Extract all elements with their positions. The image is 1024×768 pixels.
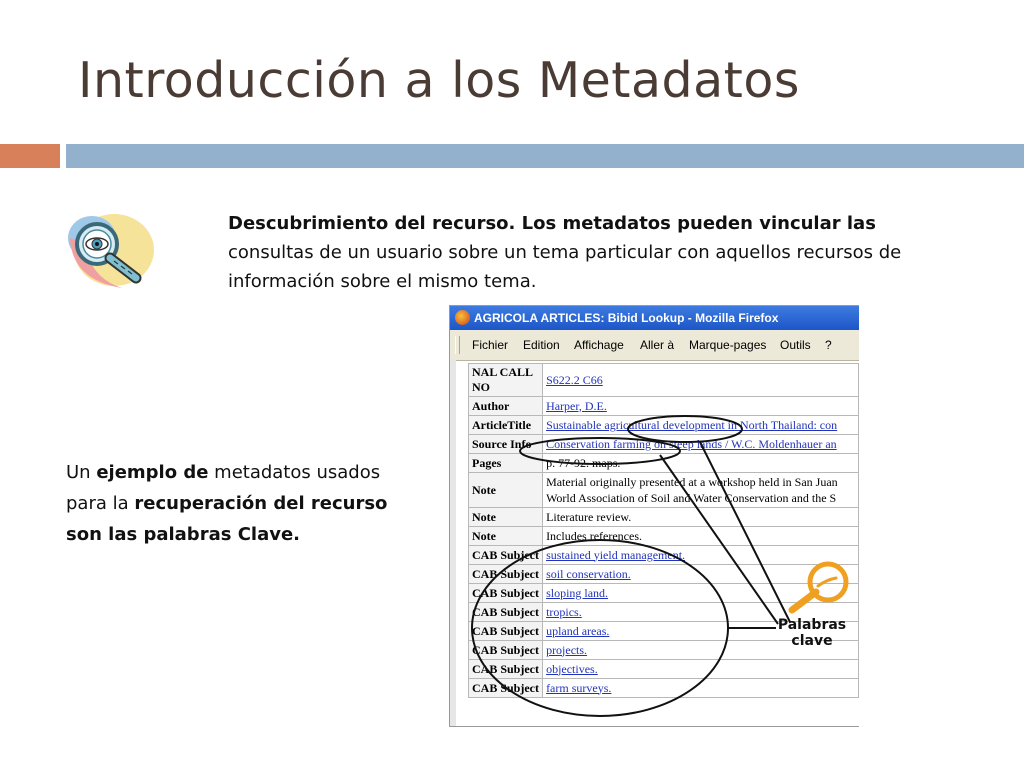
menu-help[interactable]: ? <box>825 338 832 352</box>
record-link[interactable]: sloping land. <box>543 584 859 603</box>
table-row <box>469 454 859 473</box>
keyword-label <box>772 617 852 649</box>
menu-affichage[interactable]: Affichage <box>574 338 624 352</box>
table-row <box>469 416 859 435</box>
record-key: CAB Subject <box>469 679 543 698</box>
record-key: ArticleTitle <box>469 416 543 435</box>
record-link[interactable]: S622.2 C66 <box>543 364 859 397</box>
record-link[interactable]: soil conservation. <box>543 565 859 584</box>
record-value: p. 77-92. maps. <box>543 454 859 473</box>
table-row <box>469 546 859 565</box>
table-row <box>469 397 859 416</box>
record-link[interactable]: Conservation farming on steep lands / W.C. Moldenhauer an <box>543 435 859 454</box>
record-link[interactable]: upland areas. <box>543 622 859 641</box>
table-row <box>469 584 859 603</box>
example-text-4: recuperación del recurso son las palabras Clave. <box>66 493 388 545</box>
discovery-heading: Descubrimiento del recurso. Los metadatos pueden vincular las <box>228 213 876 234</box>
browser-titlebar <box>450 306 859 330</box>
menu-edition[interactable]: Edition <box>523 338 560 352</box>
record-key: Author <box>469 397 543 416</box>
table-row <box>469 527 859 546</box>
record-link[interactable]: farm surveys. <box>543 679 859 698</box>
discovery-body: consultas de un usuario sobre un tema particular con aquellos recursos de información sobre el mismo tema. <box>228 242 902 292</box>
table-row <box>469 364 859 397</box>
menubar-grip <box>455 336 460 354</box>
browser-screenshot <box>449 305 859 727</box>
record-value: Material originally presented at a workshop held in San Juan World Association of Soil and Water Conservation and the S <box>543 473 859 508</box>
record-key: CAB Subject <box>469 603 543 622</box>
record-link[interactable]: Harper, D.E. <box>543 397 859 416</box>
keyword-label-line2: clave <box>791 633 833 649</box>
record-value: Includes references. <box>543 527 859 546</box>
table-row <box>469 435 859 454</box>
table-row <box>469 565 859 584</box>
example-paragraph <box>66 457 426 550</box>
record-link[interactable]: objectives. <box>543 660 859 679</box>
record-link[interactable]: Sustainable agricultural development in North Thailand: con <box>543 416 859 435</box>
record-key: Pages <box>469 454 543 473</box>
example-text-3: metadatos usados para la <box>66 462 381 514</box>
keyword-label-line1: Palabras <box>777 617 847 633</box>
menu-marque-pages[interactable]: Marque-pages <box>689 338 767 352</box>
record-link[interactable]: tropics. <box>543 603 859 622</box>
record-key: CAB Subject <box>469 546 543 565</box>
menu-aller-a[interactable]: Aller à <box>640 338 675 352</box>
record-key: Source Info <box>469 435 543 454</box>
discovery-paragraph <box>228 209 908 296</box>
table-row <box>469 679 859 698</box>
accent-bar-orange <box>0 144 60 168</box>
browser-menubar <box>450 330 859 361</box>
menu-fichier[interactable]: Fichier <box>472 338 509 352</box>
record-key: NAL CALL NO <box>469 364 543 397</box>
record-key: CAB Subject <box>469 641 543 660</box>
record-value: Literature review. <box>543 508 859 527</box>
accent-bar-blue <box>66 144 1024 168</box>
record-key: CAB Subject <box>469 565 543 584</box>
record-key: Note <box>469 527 543 546</box>
magnifying-glass-icon <box>62 208 162 292</box>
slide-title: Introducción a los Metadatos <box>78 52 800 109</box>
menu-outils[interactable]: Outils <box>780 338 811 352</box>
record-key: CAB Subject <box>469 584 543 603</box>
firefox-icon <box>455 310 470 325</box>
browser-title: AGRICOLA ARTICLES: Bibid Lookup - Mozilla Firefox <box>474 311 779 325</box>
example-text-1: Un <box>66 462 97 483</box>
browser-left-strip <box>450 360 456 726</box>
record-key: Note <box>469 508 543 527</box>
table-row <box>469 660 859 679</box>
example-text-2: ejemplo de <box>96 462 209 483</box>
table-row <box>469 508 859 527</box>
table-row <box>469 473 859 508</box>
record-key: CAB Subject <box>469 660 543 679</box>
record-key: Note <box>469 473 543 508</box>
record-link[interactable]: sustained yield management. <box>543 546 859 565</box>
record-key: CAB Subject <box>469 622 543 641</box>
record-link[interactable]: projects. <box>543 641 859 660</box>
